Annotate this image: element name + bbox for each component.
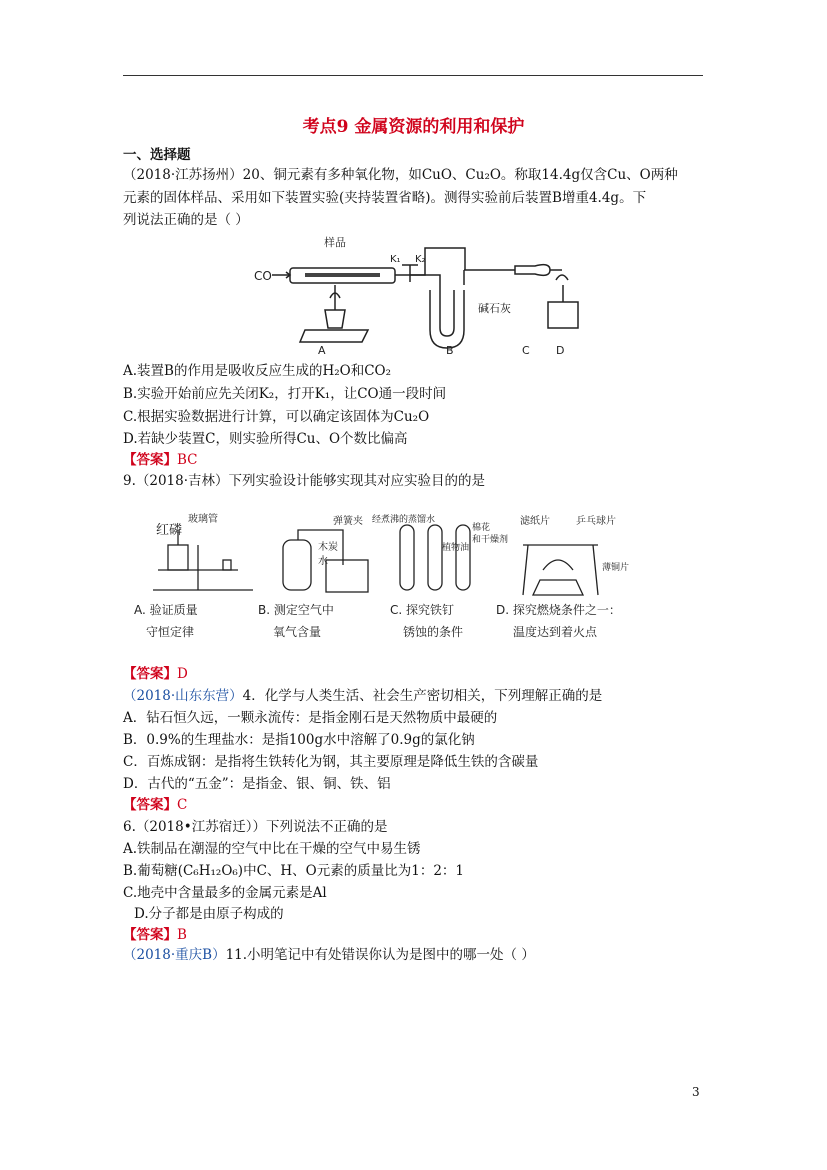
glass-tube-label: 玻璃管 [188,514,218,525]
veg-oil-label: 植物油 [442,543,470,553]
soda-lime-label: 碱石灰 [478,302,511,315]
q1-stem-line1: （2018·江苏扬州）20、铜元素有多种氧化物，如CuO、Cu₂O。称取14.4g仅含Cu、O两种 [123,167,678,183]
k2-label: K₂ [415,254,426,265]
answer-label: 【答案】 [123,797,177,813]
q3-answer [123,796,187,814]
page-number: 3 [692,1085,700,1099]
label-c: C [522,344,530,356]
q1-apparatus-figure [250,230,590,356]
answer-label: 【答案】 [123,666,177,682]
cotton-label: 棉花 [472,523,491,533]
q2-answer [123,665,188,683]
answer-value: C [177,797,188,813]
answer-value: BC [177,452,198,468]
answer-value: D [177,666,188,682]
q3-option-b: B．0.9%的生理盐水：是指100g水中溶解了0.9g的氯化钠 [123,732,475,748]
q1-stem-line2: 元素的固体样品、采用如下装置实验(夹持装置省略)。测得实验前后装置B增重4.4g。下 [123,190,647,206]
water-label: 水 [318,556,328,567]
caption-d-line1: D. 探究燃烧条件之一： [496,603,621,617]
k1-label: K₁ [390,254,401,265]
caption-c-line2: 锈蚀的条件 [403,625,464,639]
page-title: 考点9 金属资源的利用和保护 [302,117,525,137]
q1-option-d: D.若缺少装置C，则实验所得Cu、O个数比偏高 [123,431,408,447]
q3-source: （2018·山东东营） [123,688,243,704]
q3-option-c: C．百炼成钢：是指将生铁转化为钢，其主要原理是降低生铁的含碳量 [123,754,539,770]
q1-option-b: B.实验开始前应先关闭K₂，打开K₁，让CO通一段时间 [123,386,447,402]
label-a: A [318,344,326,356]
answer-label: 【答案】 [123,927,177,943]
q4-option-d: D.分子都是由原子构成的 [134,906,284,922]
caption-b-line1: B. 测定空气中 [258,603,334,617]
answer-label: 【答案】 [123,452,177,468]
q1-option-c: C.根据实验数据进行计算，可以确定该固体为Cu₂O [123,409,430,425]
caption-b-line2: 氧气含量 [273,625,322,639]
q4-option-b: B.葡萄糖(C₆H₁₂O₆)中C、H、O元素的质量比为1：2：1 [123,863,464,879]
q4-option-a: A.铁制品在潮湿的空气中比在干燥的空气中易生锈 [123,841,421,857]
red-phosphorus-label: 红磷 [156,523,183,538]
q3-option-a: A．钻石恒久远，一颗永流传：是指金刚石是天然物质中最硬的 [123,710,498,726]
copper-sheet-label: 薄铜片 [602,563,630,573]
q3-stem [123,687,602,705]
caption-a-line2: 守恒定律 [146,625,195,639]
boiled-water-label: 经煮沸的蒸馏水 [372,515,436,525]
q1-stem-line3: 列说法正确的是（ ） [123,212,249,228]
q5-stem [123,946,535,964]
filter-paper-label: 滤纸片 [520,516,550,527]
q2-experiments-figure [128,510,648,645]
label-b: B [446,344,454,356]
caption-c-line1: C. 探究铁钉 [390,603,455,617]
sample-label: 样品 [324,236,346,249]
q4-option-c: C.地壳中含量最多的金属元素是Al [123,885,327,901]
caption-a-line1: A. 验证质量 [134,603,198,617]
desiccant-label: 和干燥剂 [472,535,509,545]
q3-stem-text: 4．化学与人类生活、社会生产密切相关，下列理解正确的是 [242,688,603,704]
q2-stem: 9.（2018·吉林）下列实验设计能够实现其对应实验目的的是 [123,473,486,489]
q3-option-d: D．古代的“五金”：是指金、银、铜、铁、铝 [123,776,391,792]
q4-stem: 6.（2018•江苏宿迁））下列说法不正确的是 [123,819,388,835]
q1-option-a: A.装置B的作用是吸收反应生成的H₂O和CO₂ [123,363,392,379]
section-heading: 一、选择题 [123,147,191,163]
spring-clip-label: 弹簧夹 [333,516,363,527]
q4-answer [123,926,187,944]
caption-d-line2: 温度达到着火点 [513,625,598,639]
header-rule [123,75,703,76]
pingpong-label: 乒乓球片 [576,516,616,527]
q5-source: （2018·重庆B） [123,947,226,963]
label-d: D [556,344,565,356]
q1-answer [123,451,198,469]
answer-value: B [177,927,187,943]
q5-stem-text: 11.小明笔记中有处错误你认为是图中的哪一处（ ） [225,947,535,963]
charcoal-label: 木炭 [318,542,338,553]
co-label: CO [254,269,272,283]
